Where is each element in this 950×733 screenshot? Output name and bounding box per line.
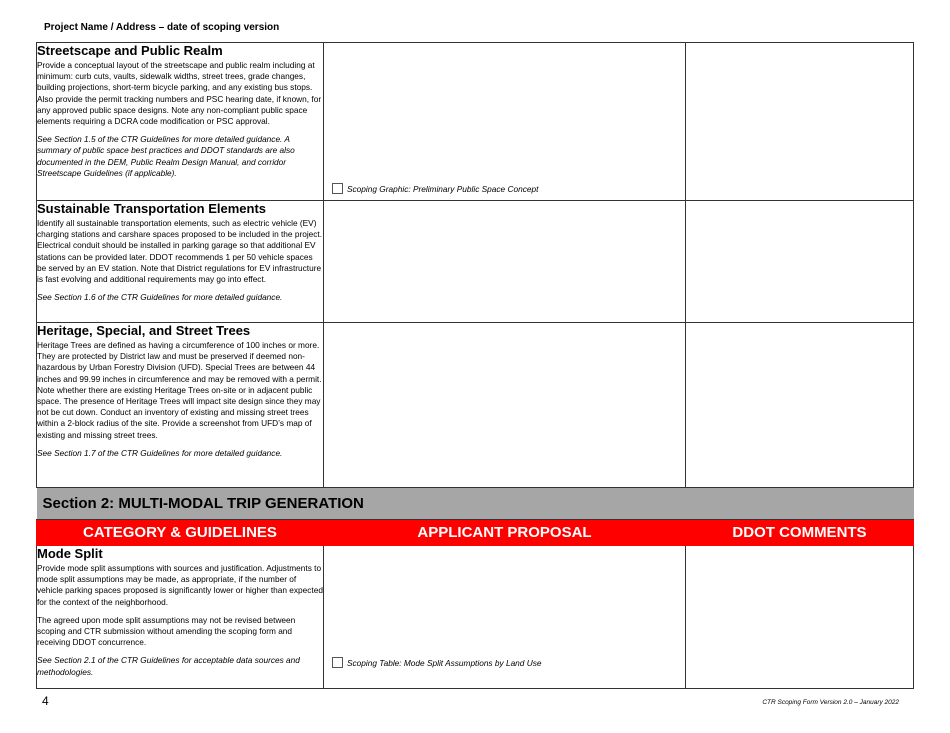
scoping-table-checkbox[interactable] bbox=[332, 657, 541, 668]
applicant-proposal-cell[interactable] bbox=[324, 323, 686, 488]
table-row bbox=[37, 546, 914, 689]
row-body: Provide mode split assumptions with sources and justification. Adjustments to mode split assumptions may be made, as appropriate, if the number of vehicle parking spaces proposed is significantly lower or higher than expected for the context of the neighborhood. bbox=[37, 563, 323, 607]
row-title: Heritage, Special, and Street Trees bbox=[37, 323, 251, 338]
checkbox-icon[interactable] bbox=[332, 183, 343, 194]
row-body-2: The agreed upon mode split assumptions may not be revised between scoping and CTR submission without amending the scoping form and receiving DDOT concurrence. bbox=[37, 614, 296, 648]
ddot-comments-cell[interactable] bbox=[686, 323, 914, 488]
row-reference: See Section 1.6 of the CTR Guidelines for more detailed guidance. bbox=[37, 292, 283, 303]
page-number: 4 bbox=[42, 694, 49, 708]
row-body: Identify all sustainable transportation elements, such as electric vehicle (EV) charging stations and carshare spaces proposed to be included in the project. Electrical conduit should be installed in parking garage so that additional EV stations can be provided later. DDOT recommends 1 per 50 vehicle spaces be served by an EV station. Note that District regulations for EV infrastructure is fast evolving and additional requirements may go into effect. bbox=[37, 218, 323, 285]
applicant-proposal-cell[interactable] bbox=[324, 546, 686, 689]
ddot-comments-cell[interactable] bbox=[686, 201, 914, 323]
category-cell bbox=[37, 546, 324, 689]
applicant-proposal-cell[interactable] bbox=[324, 201, 686, 323]
checkbox-label: Scoping Table: Mode Split Assumptions by Land Use bbox=[347, 657, 542, 668]
category-cell bbox=[37, 323, 324, 488]
ddot-comments-cell[interactable] bbox=[686, 43, 914, 201]
table-row bbox=[37, 323, 914, 488]
form-version: CTR Scoping Form Version 2.0 – January 2022 bbox=[762, 699, 899, 706]
category-cell bbox=[37, 201, 324, 323]
column-header-category: CATEGORY & GUIDELINES bbox=[37, 520, 324, 546]
row-reference: See Section 2.1 of the CTR Guidelines for acceptable data sources and methodologies. bbox=[37, 655, 300, 677]
row-body: Heritage Trees are defined as having a circumference of 100 inches or more. They are protected by District law and must be preserved if deemed non-hazardous by Urban Forestry Division (UFD). Special Trees are between 44 inches and 99.99 inches in circumference and may be removed with a permit. Note whether there are existing Heritage Trees on-site or in adjacent public space. The presence of Heritage Trees will impact site design since they may not be cut down. Conduct an inventory of existing and missing street trees within a 2-block radius of the site. Provide a screenshot from UFD’s map of existing and missing street trees. bbox=[37, 340, 322, 440]
section-title: Section 2: MULTI-MODAL TRIP GENERATION bbox=[37, 488, 914, 520]
checkbox-icon[interactable] bbox=[332, 657, 343, 668]
scoping-table bbox=[36, 42, 914, 689]
applicant-proposal-cell[interactable] bbox=[324, 43, 686, 201]
column-header-comments: DDOT COMMENTS bbox=[686, 520, 914, 546]
ddot-comments-cell[interactable] bbox=[686, 546, 914, 689]
row-title: Sustainable Transportation Elements bbox=[37, 201, 266, 216]
checkbox-label: Scoping Graphic: Preliminary Public Space Concept bbox=[347, 183, 539, 194]
column-header-row bbox=[37, 520, 914, 546]
row-reference: See Section 1.5 of the CTR Guidelines for more detailed guidance. A summary of public space best practices and DDOT standards are also documented in the DEM, Public Realm Design Manual, and corridor Streetscape Guidelines (if applicable). bbox=[37, 134, 295, 178]
row-reference: See Section 1.7 of the CTR Guidelines for more detailed guidance. bbox=[37, 447, 283, 458]
table-row bbox=[37, 43, 914, 201]
scoping-graphic-checkbox[interactable] bbox=[332, 183, 538, 194]
table-row bbox=[37, 201, 914, 323]
row-title: Mode Split bbox=[37, 546, 103, 561]
row-body: Provide a conceptual layout of the streetscape and public realm including at minimum: curb cuts, vaults, sidewalk widths, street trees, grade changes, building projections, short-term bicycle parking, and any existing bus stops. Also provide the permit tracking numbers and PSC hearing date, if known, for any approved public space designs. Note any non-compliant public space elements requiring a DCRA code modification or PSC approval. bbox=[37, 60, 322, 127]
row-title: Streetscape and Public Realm bbox=[37, 43, 223, 58]
category-cell bbox=[37, 43, 324, 201]
column-header-proposal: APPLICANT PROPOSAL bbox=[324, 520, 686, 546]
section-2-header bbox=[37, 488, 914, 520]
page-header: Project Name / Address – date of scoping version bbox=[44, 22, 280, 33]
